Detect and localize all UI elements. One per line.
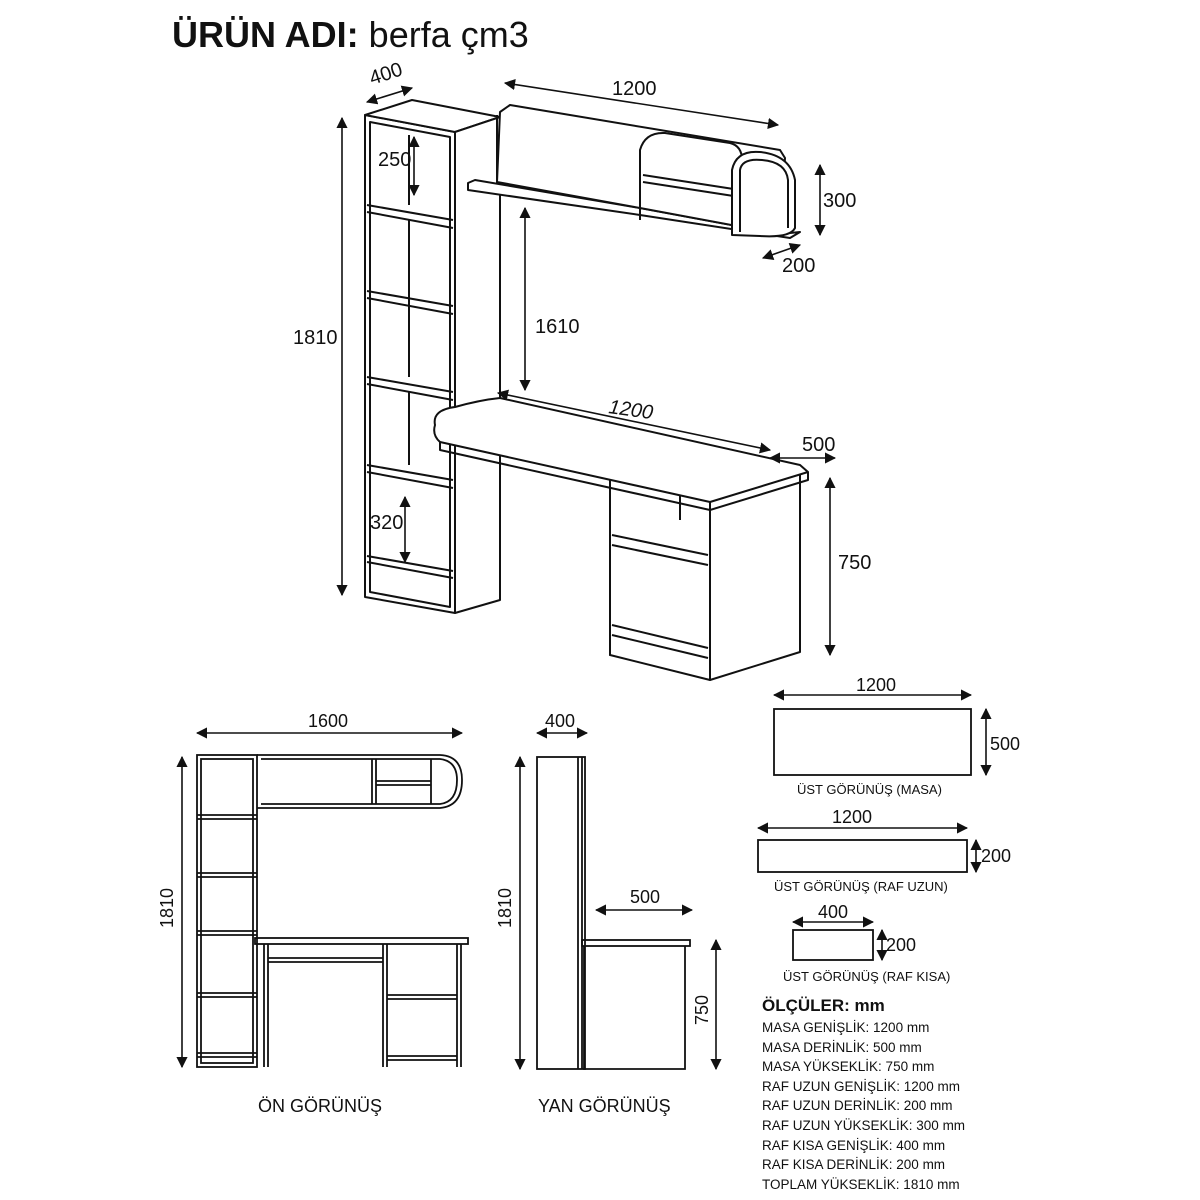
side-dim-depth: 400 <box>545 711 576 731</box>
iso-dim-compartment-250: 250 <box>378 149 412 171</box>
iso-bookcase <box>365 100 500 613</box>
specs-heading: ÖLÇÜLER: mm <box>762 996 885 1015</box>
top-view-desk-outline <box>774 709 971 775</box>
top-desk-view-label: ÜST GÖRÜNÜŞ (MASA) <box>797 782 942 797</box>
top-view-short-shelf-outline <box>793 930 873 960</box>
side-view-label: YAN GÖRÜNÜŞ <box>538 1096 671 1116</box>
top-short-view-label: ÜST GÖRÜNÜŞ (RAF KISA) <box>783 969 951 984</box>
top-long-dim-width: 1200 <box>832 807 873 827</box>
side-dim-height: 1810 <box>495 887 515 928</box>
front-dim-width: 1600 <box>308 711 349 731</box>
spec-row: RAF UZUN YÜKSEKLİK: 300 mm <box>762 1117 966 1133</box>
spec-row: RAF KISA DERİNLİK: 200 mm <box>762 1157 946 1173</box>
side-dim-desk-depth: 500 <box>630 887 661 907</box>
iso-dim-desk-depth: 500 <box>802 434 836 456</box>
iso-dim-shelf-height: 300 <box>823 190 857 212</box>
front-dimension-lines <box>182 733 462 1067</box>
front-dim-height: 1810 <box>157 887 177 928</box>
spec-row: MASA GENİŞLİK: 1200 mm <box>762 1020 930 1035</box>
isometric-view <box>342 83 835 680</box>
iso-dim-shelf-width: 1200 <box>612 78 657 100</box>
iso-dim-total-height: 1810 <box>293 327 338 349</box>
top-long-view-label: ÜST GÖRÜNÜŞ (RAF UZUN) <box>774 879 948 894</box>
iso-wall-shelf <box>468 105 800 238</box>
top-desk-dim-depth: 500 <box>990 734 1021 754</box>
spec-row: RAF UZUN DERİNLİK: 200 mm <box>762 1098 953 1114</box>
top-long-dim-depth: 200 <box>981 846 1012 866</box>
iso-dim-desk-to-shelf: 1610 <box>535 316 580 338</box>
spec-row: TOPLAM YÜKSEKLİK: 1810 mm <box>762 1176 960 1192</box>
product-title-label: ÜRÜN ADI: <box>172 14 359 55</box>
top-view-long-shelf-outline <box>758 840 967 872</box>
side-dimension-lines <box>520 733 716 1069</box>
iso-dim-desk-width: 1200 <box>607 396 655 425</box>
spec-row: MASA DERİNLİK: 500 mm <box>762 1039 922 1055</box>
top-short-dim-depth: 200 <box>886 935 917 955</box>
dimensions-spec-list <box>762 996 1192 1194</box>
side-view <box>537 757 690 1069</box>
front-view <box>197 755 468 1067</box>
spec-row: MASA YÜKSEKLİK: 750 mm <box>762 1059 935 1075</box>
top-short-dim-width: 400 <box>818 902 849 922</box>
top-dimension-lines <box>758 695 986 960</box>
top-desk-dim-width: 1200 <box>856 675 897 695</box>
front-view-label: ÖN GÖRÜNÜŞ <box>258 1096 383 1116</box>
iso-dim-desk-height: 750 <box>838 552 872 574</box>
spec-row: RAF UZUN GENİŞLİK: 1200 mm <box>762 1078 961 1094</box>
iso-dim-shelf-depth: 200 <box>782 255 816 277</box>
iso-dim-bookcase-depth: 400 <box>366 58 406 90</box>
iso-dim-compartment-320: 320 <box>370 512 404 534</box>
product-title-name: berfa çm3 <box>368 14 529 55</box>
spec-row: RAF KISA GENİŞLİK: 400 mm <box>762 1137 946 1153</box>
side-dim-desk-height: 750 <box>692 994 712 1025</box>
